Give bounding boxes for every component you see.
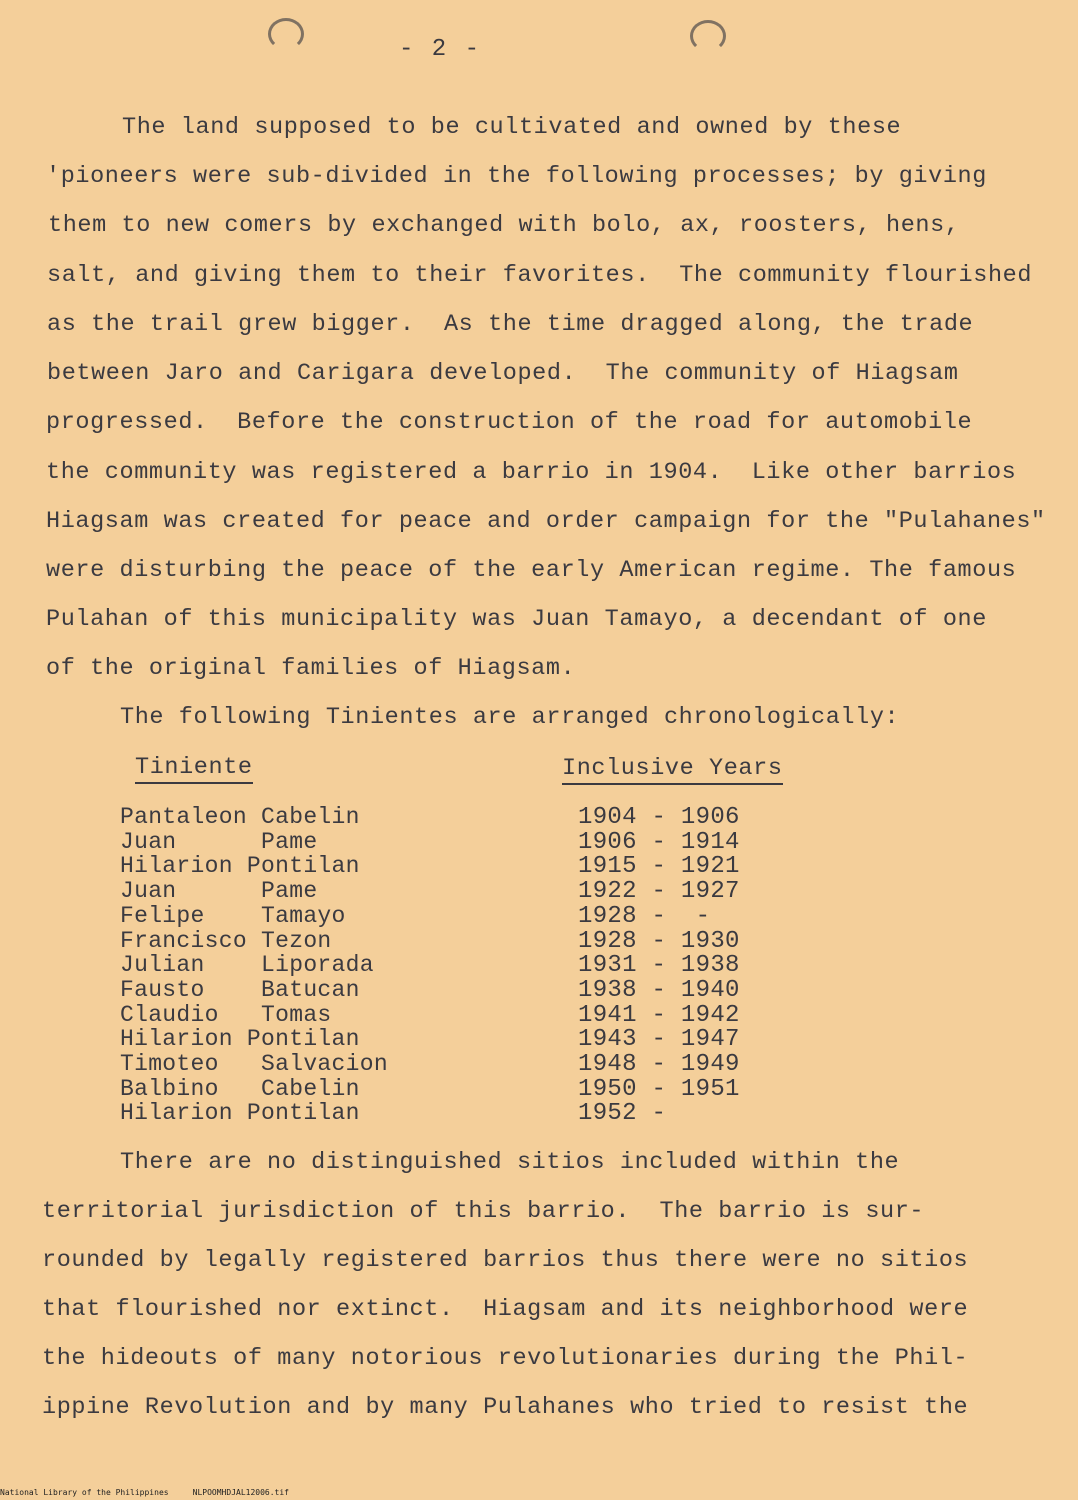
inclusive-years: 1915 - 1921 — [578, 853, 740, 880]
table-row — [0, 830, 1078, 855]
inclusive-years: 1906 - 1914 — [578, 829, 740, 856]
text-line: Hiagsam was created for peace and order campaign for the "Pulahanes" — [46, 508, 1046, 535]
tiniente-name: Juan Pame — [120, 829, 318, 855]
table-row — [0, 1003, 1078, 1028]
tiniente-name: Hilarion Pontilan — [120, 1026, 360, 1052]
table-row — [0, 953, 1078, 978]
inclusive-years: 1941 - 1942 — [578, 1002, 740, 1029]
tiniente-name: Julian Liporada — [120, 952, 374, 978]
inclusive-years: 1904 - 1906 — [578, 804, 740, 831]
text-line: that flourished nor extinct. Hiagsam and its neighborhood were — [42, 1296, 969, 1323]
inclusive-years: 1948 - 1949 — [578, 1051, 740, 1078]
text-line: Pulahan of this municipality was Juan Tamayo, a decendant of one — [46, 606, 987, 633]
inclusive-years: 1943 - 1947 — [578, 1026, 740, 1053]
text-line: There are no distinguished sitios included within the — [120, 1149, 900, 1176]
inclusive-years: 1928 - 1930 — [578, 928, 740, 955]
text-line: of the original families of Hiagsam. — [46, 655, 576, 682]
tiniente-name: Hilarion Pontilan — [120, 853, 360, 879]
inclusive-years: 1950 - 1951 — [578, 1076, 740, 1103]
table-row — [0, 854, 1078, 879]
text-line: were disturbing the peace of the early American regime. The famous — [46, 557, 1017, 584]
tiniente-name: Pantaleon Cabelin — [120, 804, 360, 830]
page-number: - 2 - — [398, 36, 481, 63]
text-line: as the trail grew bigger. As the time dragged along, the trade — [47, 311, 974, 338]
table-row — [0, 929, 1078, 954]
table-row — [0, 1027, 1078, 1052]
inclusive-years: 1922 - 1927 — [578, 878, 740, 905]
scan-footer: National Library of the Philippines NLPOOMHDJAL12006.tif — [0, 1488, 289, 1497]
table-row — [0, 879, 1078, 904]
tiniente-name: Balbino Cabelin — [120, 1076, 360, 1102]
table-row — [0, 1101, 1078, 1126]
header-tiniente: Tiniente — [135, 754, 253, 784]
tiniente-name: Felipe Tamayo — [120, 903, 346, 929]
tiniente-name: Hilarion Pontilan — [120, 1100, 360, 1126]
inclusive-years: 1938 - 1940 — [578, 977, 740, 1004]
text-line: The land supposed to be cultivated and owned by these — [122, 114, 902, 141]
tiniente-name: Francisco Tezon — [120, 928, 332, 954]
tiniente-name: Claudio Tomas — [120, 1002, 332, 1028]
text-line: between Jaro and Carigara developed. The community of Hiagsam — [47, 360, 959, 387]
table-row — [0, 978, 1078, 1003]
text-line: territorial jurisdiction of this barrio. The barrio is sur- — [42, 1198, 925, 1225]
table-row — [0, 1052, 1078, 1077]
text-line: the hideouts of many notorious revolutionaries during the Phil- — [42, 1345, 969, 1372]
tiniente-name: Timoteo Salvacion — [120, 1051, 388, 1077]
text-line: rounded by legally registered barrios thus there were no sitios — [42, 1247, 969, 1274]
text-line: 'pioneers were sub-divided in the following processes; by giving — [46, 163, 987, 190]
text-line: the community was registered a barrio in 1904. Like other barrios — [46, 459, 1017, 486]
inclusive-years: 1928 - - — [578, 903, 711, 930]
inclusive-years: 1952 - — [578, 1100, 667, 1127]
table-row — [0, 904, 1078, 929]
text-line: progressed. Before the construction of the road for automobile — [46, 409, 973, 436]
table-row — [0, 805, 1078, 830]
text-line: ippine Revolution and by many Pulahanes who tried to resist the — [42, 1394, 969, 1421]
table-intro: The following Tinientes are arranged chronologically: — [120, 704, 900, 731]
table-row — [0, 1077, 1078, 1102]
header-inclusive-years: Inclusive Years — [562, 755, 783, 785]
text-line: them to new comers by exchanged with bolo, ax, roosters, hens, — [48, 212, 960, 239]
tiniente-name: Fausto Batucan — [120, 977, 360, 1003]
text-line: salt, and giving them to their favorites. The community flourished — [47, 262, 1033, 289]
inclusive-years: 1931 - 1938 — [578, 952, 740, 979]
tiniente-name: Juan Pame — [120, 878, 318, 904]
